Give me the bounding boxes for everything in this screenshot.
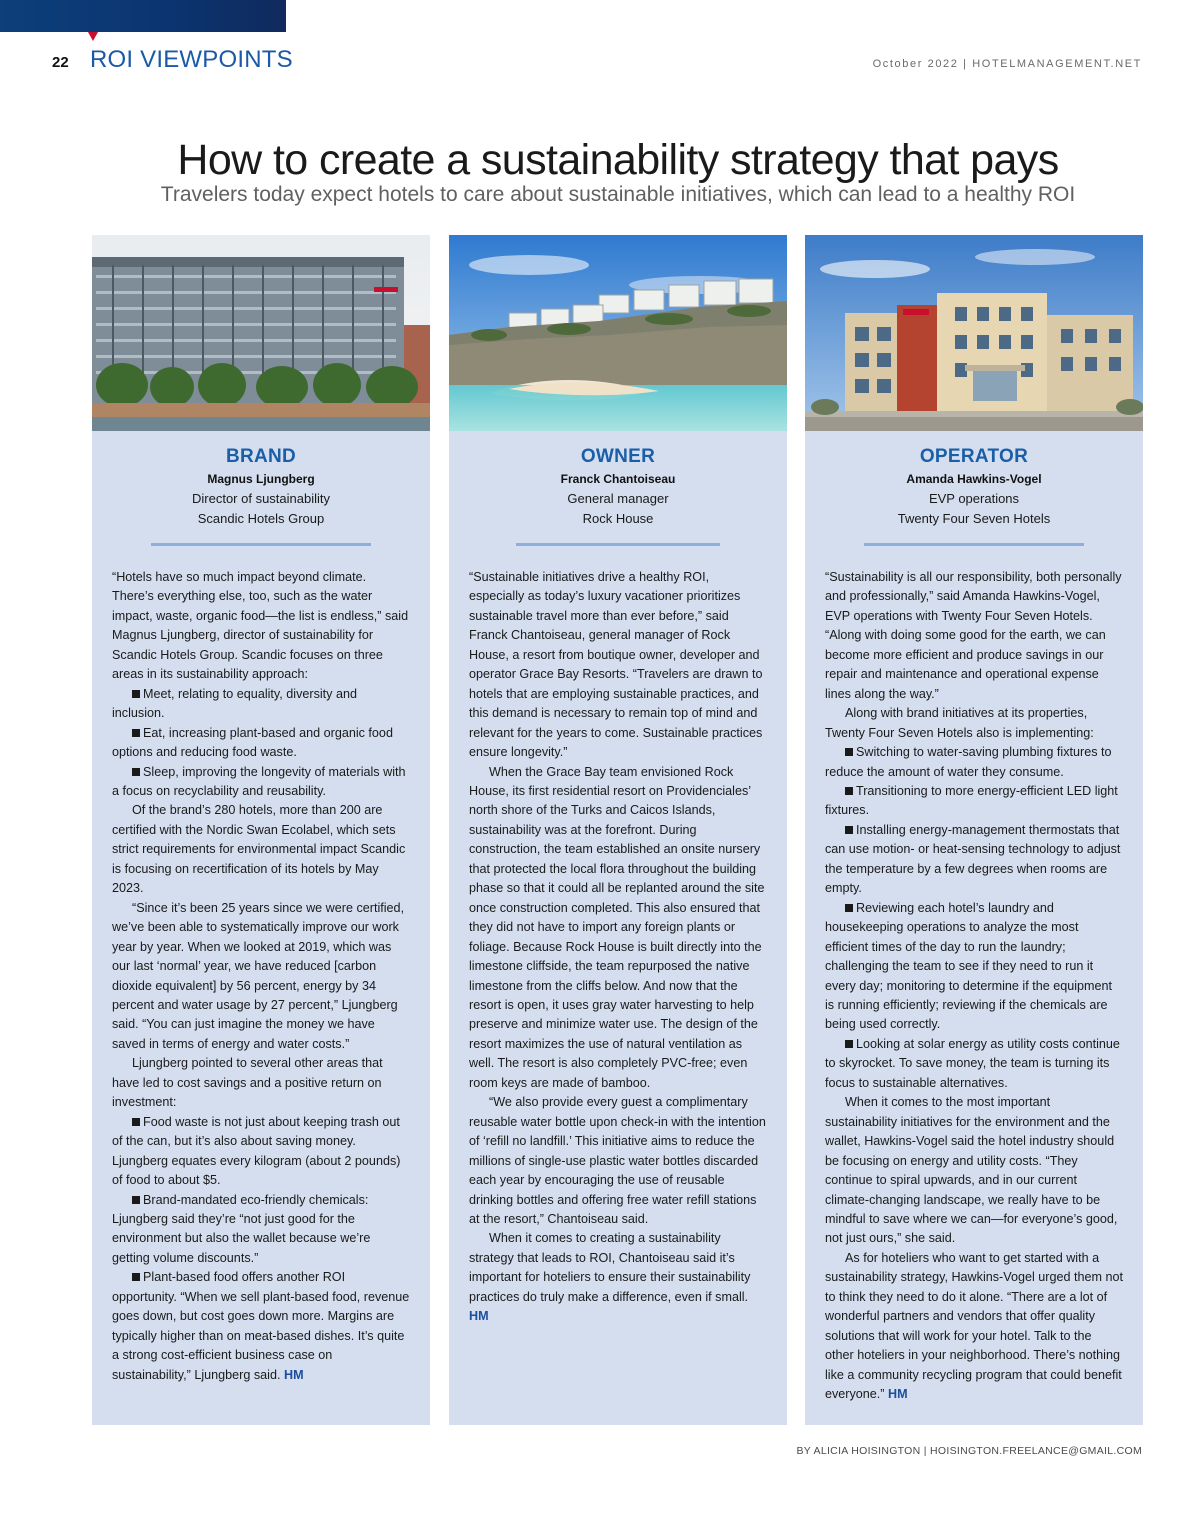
issue-info: October 2022 | HOTELMANAGEMENT.NET [872, 58, 1142, 70]
square-bullet-icon [132, 1118, 140, 1126]
square-bullet-icon [845, 904, 853, 912]
column-body [805, 568, 1143, 1404]
role-label: OWNER [580, 446, 656, 467]
page-number: 22 [52, 54, 69, 71]
body-paragraph [825, 1093, 1123, 1249]
paragraph-text: Switching to water-saving plumbing fixtures to reduce the amount of water they consume. [825, 745, 1112, 779]
bullet-paragraph [112, 1268, 410, 1385]
person-title: EVP operations [928, 491, 1020, 506]
article-deck: Travelers today expect hotels to care about sustainable initiatives, which can lead to a healthy ROI [160, 183, 1076, 206]
square-bullet-icon [845, 826, 853, 834]
person-title: General manager [567, 491, 669, 506]
person-name: Franck Chantoiseau [560, 472, 676, 486]
square-bullet-icon [845, 787, 853, 795]
operator-column [805, 235, 1143, 1425]
body-paragraph [469, 1229, 767, 1326]
paragraph-text: As for hoteliers who want to get started with a sustainability strategy, Hawkins-Vogel urged them not to think they need to do it alone. “There are a lot of wonderful partners and vendors that offer quality solutions that will work for your hotel. Talk to the other hoteliers in your neighborhood. There’s nothing like a community recycling program that could benefit everyone.” [825, 1250, 1123, 1402]
owner-column [449, 235, 787, 1425]
body-paragraph [469, 763, 767, 1094]
brand-column [92, 235, 430, 1425]
bullet-paragraph [825, 1035, 1123, 1093]
paragraph-text: When it comes to the most important sustainability initiatives for the environment and the wallet, Hawkins-Vogel said the hotel industry should be focusing on energy and utility costs. “They continue to spiral upwards, and in our current climate-changing landscape, we really have to be mindful to save where we can—for everyone’s good, not just ours,” she said. [825, 1095, 1118, 1246]
bullet-paragraph [112, 1113, 410, 1191]
body-paragraph [112, 568, 410, 685]
bullet-paragraph [112, 724, 410, 763]
paragraph-text: Transitioning to more energy-efficient LED light fixtures. [825, 783, 1118, 818]
bullet-paragraph [825, 782, 1123, 821]
square-bullet-icon [132, 1273, 140, 1281]
column-body [92, 568, 430, 1385]
person-name: Amanda Hawkins-Vogel [906, 472, 1042, 486]
paragraph-text: “Sustainable initiatives drive a healthy ROI, especially as today’s luxury vacationer prioritizes sustainable travel more than ever before,” said Franck Chantoiseau, general manager of Rock House, a resort from boutique owner, developer and operator Grace Bay Resorts. “Travelers are drawn to hotels that are employing sustainable practices, and this demand is necessary to remain top of mind and relevant for the years to come. Sustainable practices ensure longevity.” [469, 570, 763, 760]
paragraph-text: Reviewing each hotel’s laundry and housekeeping operations to analyze the most efficient times of the day to run the laundry; challenging the team to see if they need to run it every day; monitoring to determine if the equipment is running efficiently; reviewing if the chemicals are being used correctly. [825, 900, 1113, 1032]
end-mark: HM [469, 1309, 489, 1324]
body-paragraph [825, 568, 1123, 704]
role-label: BRAND [225, 446, 297, 467]
bullet-paragraph [825, 743, 1123, 782]
paragraph-text: Eat, increasing plant-based and organic food options and reducing food waste. [112, 725, 393, 760]
end-mark: HM [888, 1387, 908, 1402]
divider-rule [151, 543, 371, 546]
scandic-hotel-photo [92, 235, 430, 431]
body-paragraph [112, 899, 410, 1055]
paragraph-text: Of the brand’s 280 hotels, more than 200 are certified with the Nordic Swan Ecolabel, which sets strict requirements for environmental impact Scandic is focusing on recertification of its hotels by May 2023. [112, 803, 406, 896]
square-bullet-icon [132, 729, 140, 737]
role-label: OPERATOR [919, 446, 1029, 467]
body-paragraph [469, 568, 767, 763]
paragraph-text: “We also provide every guest a complimentary reusable water bottle upon check-in with the intention of ‘refill no landfill.’ This initiative aims to reduce the millions of single-use plastic water bottles discarded each year by encouraging the use of reusable drinking bottles and offering free water refill stations at the resort,” Chantoiseau said. [469, 1095, 766, 1226]
square-bullet-icon [132, 1196, 140, 1204]
paragraph-text: Sleep, improving the longevity of materials with a focus on recyclability and reusability. [112, 764, 406, 798]
square-bullet-icon [132, 690, 140, 698]
bullet-paragraph [825, 821, 1123, 899]
bullet-paragraph [112, 1191, 410, 1269]
author-byline: BY ALICIA HOISINGTON | HOISINGTON.FREELANCE@GMAIL.COM [796, 1445, 1142, 1457]
paragraph-text: When the Grace Bay team envisioned Rock House, its first residential resort on Providenciales’ north shore of the Turks and Caicos Islands, sustainability was at the forefront. During construction, the team established an onsite nursery that protected the local flora throughout the building phase so that it could all be replanted around the site once construction completed. This also ensured that they did not have to import any foreign plants or foliage. Because Rock House is built directly into the limestone cliffside, the team repurposed the native limestone from the cliffs below. And now that the resort is open, it uses gray water harvesting to help preserve and minimize water use. The design of the resort maximizes the use of natural ventilation as well. The resort is also completely PVC-free; even room keys are made of bamboo. [469, 764, 765, 1090]
paragraph-text: Along with brand initiatives at its properties, Twenty Four Seven Hotels also is implementing: [825, 706, 1094, 740]
end-mark: HM [283, 1367, 304, 1382]
paragraph-text: Looking at solar energy as utility costs continue to skyrocket. To save money, the team is turning its focus to sustainable alternatives. [825, 1036, 1120, 1090]
rock-house-photo [449, 235, 787, 431]
body-paragraph [112, 1054, 410, 1112]
square-bullet-icon [845, 748, 853, 756]
person-company: Twenty Four Seven Hotels [897, 511, 1051, 526]
person-title: Director of sustainability [192, 491, 330, 506]
red-triangle-marker [88, 32, 98, 41]
person-company: Rock House [582, 511, 654, 526]
divider-rule [516, 543, 720, 546]
hotel-exterior-photo [805, 235, 1143, 431]
paragraph-text: Installing energy-management thermostats that can use motion- or heat-sensing technology to adjust the temperature by a few degrees when rooms are empty. [825, 822, 1121, 896]
paragraph-text: Plant-based food offers another ROI opportunity. “When we sell plant-based food, revenue goes down, but cost goes down more. Margins are typically higher than on meat-based dishes. It’s quite a strong cost-efficient business case on sustainability,” Ljungberg said. [112, 1270, 410, 1382]
person-name: Magnus Ljungberg [207, 472, 315, 486]
top-color-band [0, 0, 286, 32]
article-headline: How to create a sustainability strategy that pays [177, 136, 1059, 184]
section-title: ROI VIEWPOINTS [90, 46, 293, 73]
bullet-paragraph [825, 899, 1123, 1035]
paragraph-text: “Sustainability is all our responsibility, both personally and professionally,” said Amanda Hawkins-Vogel, EVP operations with Twenty Four Seven Hotels. “Along with doing some good for the earth, we can become more efficient and produce savings in our repair and maintenance and operational expense lines along the way.” [825, 570, 1122, 701]
bullet-paragraph [112, 763, 410, 802]
square-bullet-icon [845, 1040, 853, 1048]
person-company: Scandic Hotels Group [197, 511, 325, 526]
body-paragraph [825, 704, 1123, 743]
body-paragraph [469, 1093, 767, 1229]
paragraph-text: “Hotels have so much impact beyond climate. There’s everything else, too, such as the water impact, waste, organic food—the list is endless,” said Magnus Ljungberg, director of sustainability for Scandic Hotels Group. Scandic focuses on three areas in its sustainability approach: [112, 570, 409, 682]
body-paragraph [825, 1249, 1123, 1405]
bullet-paragraph [112, 685, 410, 724]
paragraph-text: “Since it’s been 25 years since we were certified, we’ve been able to systematically improve our work year by year. When we looked at 2019, which was our last ‘normal’ year, we have reduced [carbon dioxide equivalent] by 56 percent, energy by 34 percent and water usage by 27 percent,” Ljungberg said. “You can just imagine the money we have saved in terms of energy and water costs.” [112, 900, 405, 1051]
paragraph-text: Brand-mandated eco-friendly chemicals: Ljungberg said they’re “not just good for the environment but also the wallet because we’re getting volume discounts.” [112, 1192, 371, 1265]
paragraph-text: Food waste is not just about keeping trash out of the can, but it’s also about saving money. Ljungberg equates every kilogram (about 2 pounds) of food to about $5. [112, 1114, 401, 1188]
paragraph-text: When it comes to creating a sustainability strategy that leads to ROI, Chantoiseau said it’s important for hoteliers to ensure their sustainability practices do truly make a difference, even if small. [469, 1231, 751, 1304]
paragraph-text: Meet, relating to equality, diversity and inclusion. [112, 686, 357, 721]
body-paragraph [112, 801, 410, 898]
column-body [449, 568, 787, 1327]
paragraph-text: Ljungberg pointed to several other areas that have led to cost savings and a positive return on investment: [112, 1056, 383, 1110]
divider-rule [864, 543, 1084, 546]
square-bullet-icon [132, 768, 140, 776]
